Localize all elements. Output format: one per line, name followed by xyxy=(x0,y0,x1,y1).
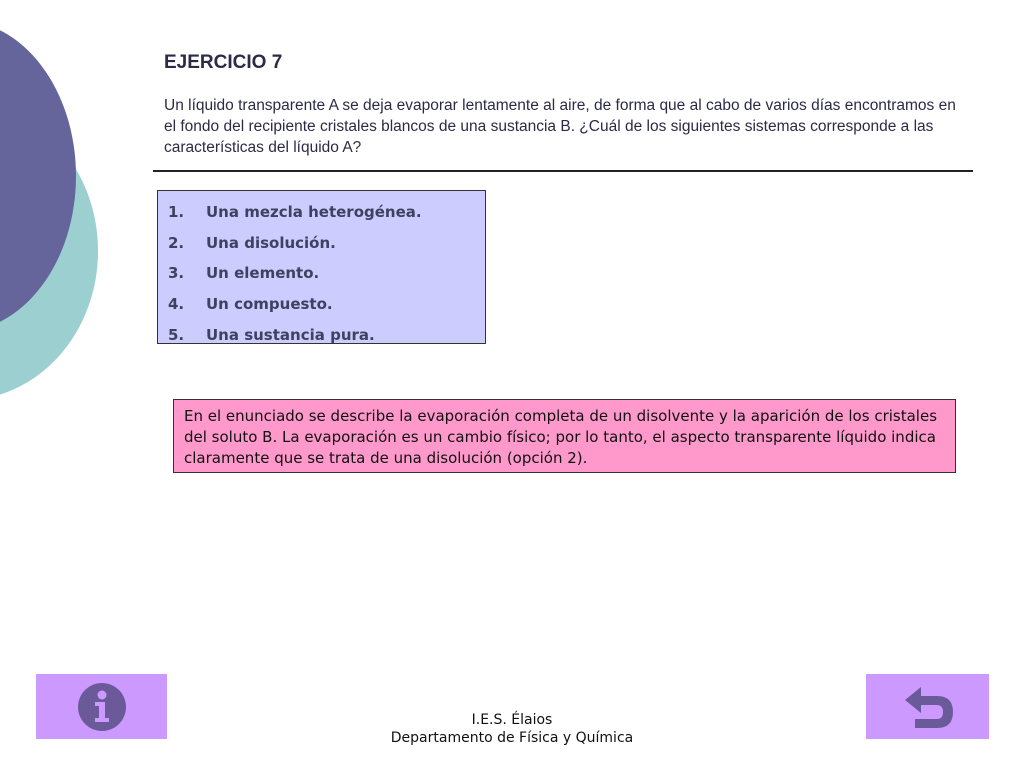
option-number: 5. xyxy=(168,325,185,344)
info-icon xyxy=(77,682,127,732)
footer-school: I.E.S. Élaios xyxy=(471,712,553,728)
option-text: Un compuesto. xyxy=(206,295,333,314)
option-text: Una mezcla heterogénea. xyxy=(206,203,422,222)
answer-explanation: En el enunciado se describe la evaporación completa de un disolvente y la aparición de los cristales del soluto B. La evaporación es un cambio físico; por lo tanto, el aspecto transparente líquido indica claramente que se trata de una disolución (opción 2). xyxy=(173,399,956,473)
option-text: Un elemento. xyxy=(206,264,320,283)
option-item xyxy=(158,228,485,259)
footer-department: Departamento de Física y Química xyxy=(390,730,634,746)
info-button[interactable] xyxy=(36,674,167,739)
option-text: Una sustancia pura. xyxy=(206,325,375,344)
options-box xyxy=(157,190,486,344)
option-item xyxy=(158,258,485,289)
option-item xyxy=(158,197,485,228)
return-button[interactable] xyxy=(866,674,989,739)
option-text: Una disolución. xyxy=(206,233,336,252)
option-item xyxy=(158,319,485,350)
option-number: 3. xyxy=(168,264,185,283)
return-arrow-icon xyxy=(901,683,955,731)
footer xyxy=(312,711,712,747)
question-text: Un líquido transparente A se deja evaporar lentamente al aire, de forma que al cabo de varios días encontramos en el fondo del recipiente cristales blancos de una sustancia B. ¿Cuál de los siguientes sistemas corresponde a las características del líquido A? xyxy=(164,97,956,156)
option-number: 4. xyxy=(168,295,185,314)
option-item xyxy=(158,289,485,320)
option-number: 2. xyxy=(168,233,185,252)
exercise-title: EJERCICIO 7 xyxy=(164,52,283,73)
option-number: 1. xyxy=(168,203,185,222)
divider-line xyxy=(153,170,973,172)
